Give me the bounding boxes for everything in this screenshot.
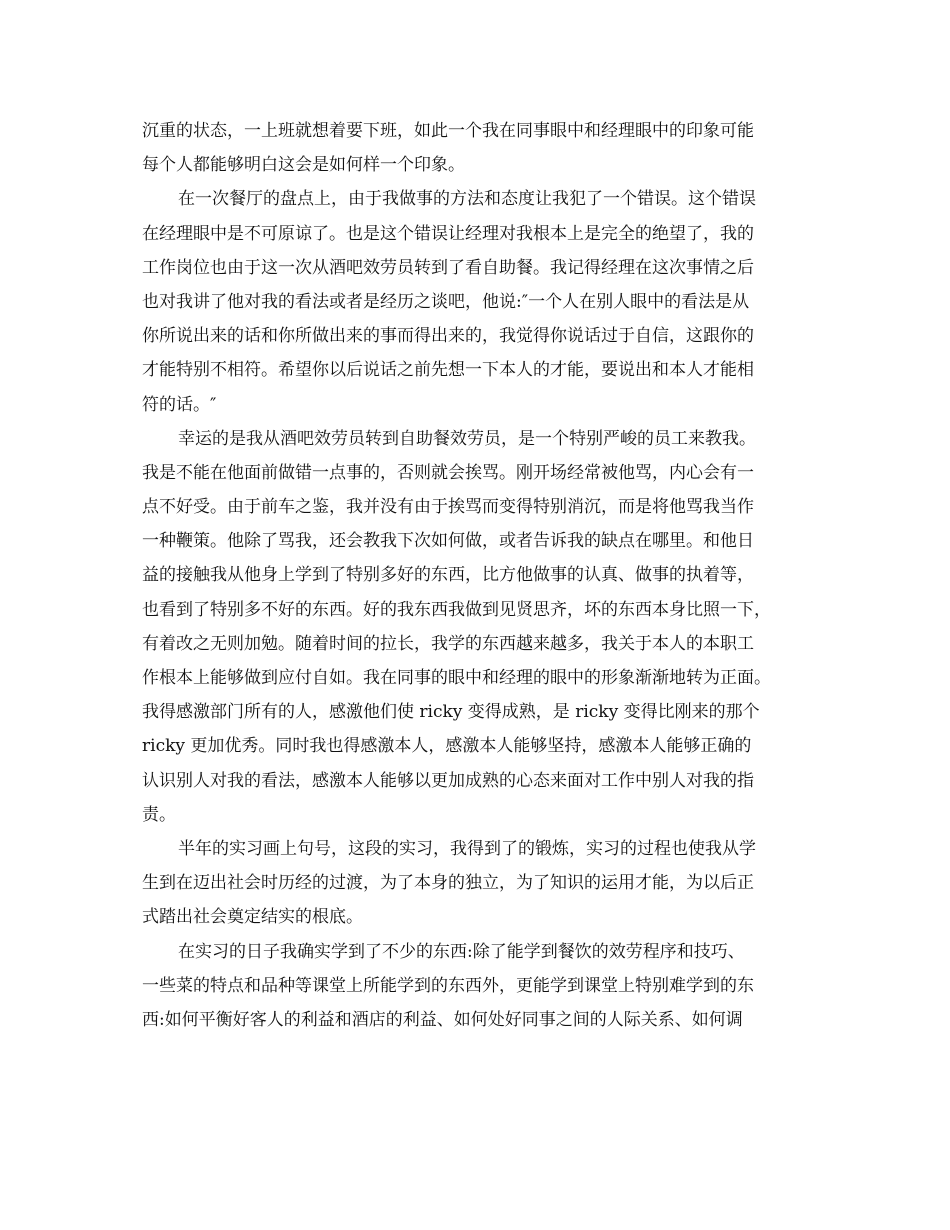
text-line: 你所说出来的话和你所做出来的事而得出来的，我觉得你说话过于自信，这跟你的 [142, 326, 754, 347]
text-line: 我得感激部门所有的人，感激他们使 ricky 变得成熟，是 ricky 变得比刚来的那个 [142, 702, 760, 723]
paragraph-first-line: 幸运的是我从酒吧效劳员转到自助餐效劳员，是一个特别严峻的员工来教我。 [178, 428, 756, 449]
text-line: 在经理眼中是不可原谅了。也是这个错误让经理对我根本上是完全的绝望了，我的 [142, 223, 754, 244]
text-line: 一种鞭策。他除了骂我，还会教我下次如何做，或者告诉我的缺点在哪里。和他日 [142, 531, 754, 552]
text-line: 作根本上能够做到应付自如。我在同事的眼中和经理的眼中的形象渐渐地转为正面。 [142, 668, 771, 688]
paragraph-first-line: 在实习的日子我确实学到了不少的东西:除了能学到餐饮的效劳程序和技巧、 [178, 941, 745, 962]
text-line: 我是不能在他面前做错一点事的，否则就会挨骂。刚开场经常被他骂，内心会有一 [142, 462, 754, 483]
paragraph-first-line: 在一次餐厅的盘点上，由于我做事的方法和态度让我犯了一个错误。这个错误 [178, 189, 756, 210]
text-line: ricky 更加优秀。同时我也得感激本人，感激本人能够坚持，感激本人能够正确的 [142, 736, 752, 757]
text-line: 责。 [142, 804, 176, 825]
text-line: 符的话。″ [142, 394, 217, 415]
text-line: 工作岗位也由于这一次从酒吧效劳员转到了看自助餐。我记得经理在这次事情之后 [142, 257, 754, 278]
text-line: 点不好受。由于前车之鉴，我并没有由于挨骂而变得特别消沉，而是将他骂我当作 [142, 497, 754, 518]
text-line: 西:如何平衡好客人的利益和酒店的利益、如何处好同事之间的人际关系、如何调 [142, 1009, 743, 1030]
document-body [142, 114, 832, 1037]
text-line: 有着改之无则加勉。随着时间的拉长，我学的东西越来越多，我关于本人的本职工 [142, 633, 754, 654]
text-line: 生到在迈出社会时历经的过渡，为了本身的独立，为了知识的运用才能，为以后正 [142, 873, 754, 894]
text-line: 才能特别不相符。希望你以后说话之前先想一下本人的才能，要说出和本人才能相 [142, 360, 754, 381]
text-line: 也对我讲了他对我的看法或者是经历之谈吧，他说:″一个人在别人眼中的看法是从 [142, 291, 750, 312]
text-line: 一些菜的特点和品种等课堂上所能学到的东西外，更能学到课堂上特别难学到的东 [142, 975, 754, 996]
text-line: 每个人都能够明白这会是如何样一个印象。 [142, 155, 465, 176]
text-line: 式踏出社会奠定结实的根底。 [142, 907, 363, 928]
paragraph-first-line: 半年的实习画上句号，这段的实习，我得到了的锻炼，实习的过程也使我从学 [178, 838, 756, 859]
text-line: 也看到了特别多不好的东西。好的我东西我做到见贤思齐，坏的东西本身比照一下， [142, 599, 771, 620]
text-line: 认识别人对我的看法，感激本人能够以更加成熟的心态来面对工作中别人对我的指 [142, 770, 754, 791]
text-line: 益的接触我从他身上学到了特别多好的东西，比方他做事的认真、做事的执着等， [142, 565, 754, 586]
text-line: 沉重的状态，一上班就想着要下班，如此一个我在同事眼中和经理眼中的印象可能 [142, 121, 754, 141]
